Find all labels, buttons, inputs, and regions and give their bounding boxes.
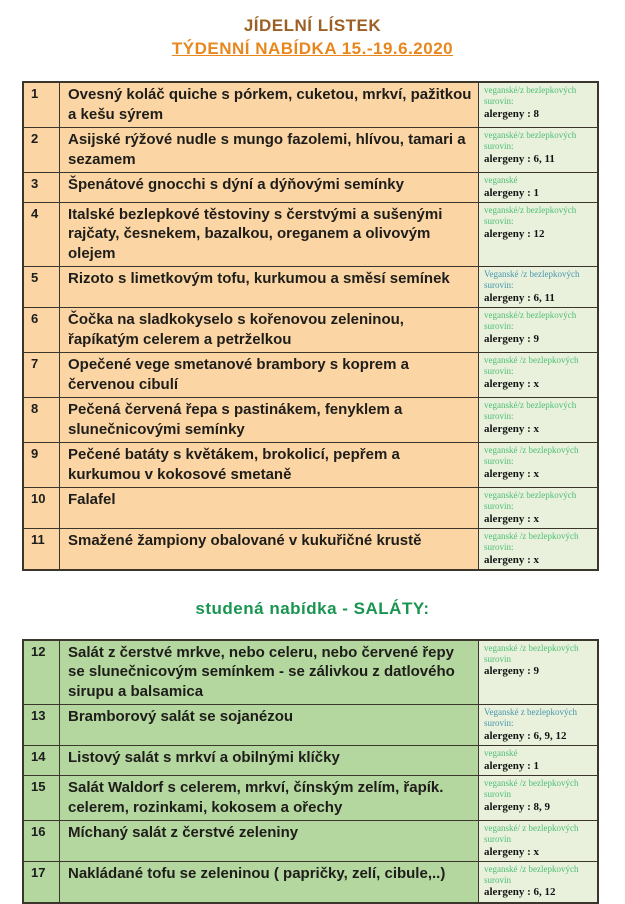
row-number: 12 [24, 641, 60, 705]
diet-info-cell [479, 353, 597, 397]
allergens-text: alergeny : x [484, 377, 539, 390]
hot-dishes-table [22, 81, 599, 571]
page-subtitle: TÝDENNÍ NABÍDKA 15.-19.6.2020 [171, 39, 454, 58]
diet-info-cell [479, 128, 597, 172]
row-number: 11 [24, 529, 60, 569]
row-number: 9 [24, 443, 60, 487]
diet-info-cell [479, 308, 597, 352]
table-row [24, 352, 597, 397]
row-number: 4 [24, 203, 60, 267]
diet-info-cell [479, 776, 597, 820]
page-title: JÍDELNÍ LÍSTEK [243, 16, 382, 35]
diet-label: veganské/z bezlepkových surovin: [484, 130, 577, 151]
dish-name: Pečená červená řepa s pastinákem, fenyklem a slunečnicovými semínky [60, 398, 479, 442]
allergens-text: alergeny : x [484, 467, 539, 480]
diet-info-cell [479, 83, 597, 127]
row-number: 16 [24, 821, 60, 861]
row-number: 6 [24, 308, 60, 352]
diet-info-cell [479, 705, 597, 745]
diet-info-cell [479, 443, 597, 487]
diet-label: veganské/z bezlepkových surovin: [484, 400, 577, 422]
table-row [24, 397, 597, 442]
row-number: 15 [24, 776, 60, 820]
dish-name: Italské bezlepkové těstoviny s čerstvými a sušenými rajčaty, česnekem, bazalkou, oreganem a olivovým olejem [60, 203, 479, 267]
dish-name: Salát Waldorf s celerem, mrkví, čínským zelím, řapík. celerem, rozinkami, kokosem a ořechy [60, 776, 479, 820]
diet-info-cell [479, 203, 597, 267]
diet-info-cell [479, 641, 597, 705]
table-row [24, 704, 597, 745]
table-row [24, 307, 597, 352]
dish-name: Pečené batáty s květákem, brokolicí, pepřem a kurkumou v kokosové smetaně [60, 443, 479, 487]
diet-label: veganské /z bezlepkových surovin: [484, 531, 579, 552]
diet-info-cell [479, 398, 597, 442]
table-row [24, 745, 597, 775]
row-number: 13 [24, 705, 60, 745]
dish-name: Asijské rýžové nudle s mungo fazolemi, hlívou, tamari a sezamem [60, 128, 479, 172]
allergens-text: alergeny : 9 [484, 332, 539, 345]
dish-name: Čočka na sladkokyselo s kořenovou zeleninou, řapíkatým celerem a petrželkou [60, 308, 479, 352]
diet-label: veganské/z bezlepkových surovin: [484, 85, 577, 106]
diet-label: veganské /z bezlepkových surovin: [484, 445, 579, 467]
dish-name: Nakládané tofu se zeleninou ( papričky, zelí, cibule,..) [60, 862, 479, 902]
dish-name: Špenátové gnocchi s dýní a dýňovými semínky [60, 173, 479, 202]
row-number: 3 [24, 173, 60, 202]
diet-label: veganské [484, 175, 518, 185]
table-row [24, 528, 597, 569]
allergens-text: alergeny : 6, 11 [484, 292, 555, 305]
table-row [24, 127, 597, 172]
diet-label: veganské/z bezlepkových surovin: [484, 490, 577, 512]
row-number: 17 [24, 862, 60, 902]
dish-name: Míchaný salát z čerstvé zeleniny [60, 821, 479, 861]
table-row [24, 820, 597, 861]
diet-info-cell [479, 173, 597, 202]
diet-label: Veganské z bezlepkových surovin: [484, 707, 577, 729]
table-row [24, 775, 597, 820]
allergens-text: alergeny : x [484, 845, 539, 858]
diet-label: veganské /z bezlepkových surovin [484, 863, 579, 885]
dish-name: Bramborový salát se sojanézou [60, 705, 479, 745]
dish-name: Opečené vege smetanové brambory s koprem a červenou cibulí [60, 353, 479, 397]
row-number: 8 [24, 398, 60, 442]
table-row [24, 487, 597, 528]
document-header [0, 0, 625, 59]
table-row [24, 861, 597, 902]
table-row [24, 641, 597, 705]
allergens-text: alergeny : x [484, 512, 539, 525]
allergens-text: alergeny : 1 [484, 759, 539, 772]
allergens-text: alergeny : x [484, 553, 539, 566]
dish-name: Listový salát s mrkví a obilnými klíčky [60, 746, 479, 775]
row-number: 14 [24, 746, 60, 775]
table-row [24, 83, 597, 127]
diet-label: veganské /z bezlepkových surovin: [484, 355, 579, 377]
diet-label: veganské/z bezlepkových surovin: [484, 310, 577, 332]
dish-name: Ovesný koláč quiche s pórkem, cuketou, mrkví, pažitkou a kešu sýrem [60, 83, 479, 127]
row-number: 2 [24, 128, 60, 172]
dish-name: Smažené žampiony obalované v kukuřičné krustě [60, 529, 479, 569]
dish-name: Salát z čerstvé mrkve, nebo celeru, nebo červené řepy se slunečnicovým semínkem - se zálivkou z datlového sirupu a balsamica [60, 641, 479, 705]
diet-info-cell [479, 862, 597, 902]
diet-label: Veganské /z bezlepkových surovin: [484, 269, 580, 291]
diet-info-cell [479, 267, 597, 307]
allergens-text: alergeny : 12 [484, 227, 545, 240]
diet-info-cell [479, 529, 597, 569]
allergens-text: alergeny : 8 [484, 107, 539, 120]
diet-info-cell [479, 821, 597, 861]
row-number: 1 [24, 83, 60, 127]
allergens-text: alergeny : x [484, 422, 539, 435]
row-number: 10 [24, 488, 60, 528]
diet-label: veganské [484, 748, 518, 759]
diet-label: veganské /z bezlepkových surovin [484, 642, 579, 664]
dish-name: Rizoto s limetkovým tofu, kurkumou a směsí semínek [60, 267, 479, 307]
diet-label: veganské /z bezlepkových surovin [484, 778, 579, 799]
allergens-text: alergeny : 6, 11 [484, 152, 555, 165]
diet-label: veganské/z bezlepkových surovin: [484, 204, 577, 226]
diet-info-cell [479, 488, 597, 528]
table-row [24, 266, 597, 307]
allergens-text: alergeny : 1 [484, 186, 539, 199]
table-row [24, 172, 597, 202]
allergens-text: alergeny : 9 [484, 665, 539, 678]
row-number: 7 [24, 353, 60, 397]
salads-section-title: studená nabídka - SALÁTY: [195, 598, 430, 618]
diet-info-cell [479, 746, 597, 775]
row-number: 5 [24, 267, 60, 307]
dish-name: Falafel [60, 488, 479, 528]
table-row [24, 442, 597, 487]
salads-table [22, 639, 599, 904]
allergens-text: alergeny : 6, 9, 12 [484, 729, 567, 742]
table-row [24, 202, 597, 267]
allergens-text: alergeny : 6, 12 [484, 886, 556, 899]
diet-label: veganské/ z bezlepkových surovin [484, 823, 579, 844]
allergens-text: alergeny : 8, 9 [484, 800, 550, 813]
